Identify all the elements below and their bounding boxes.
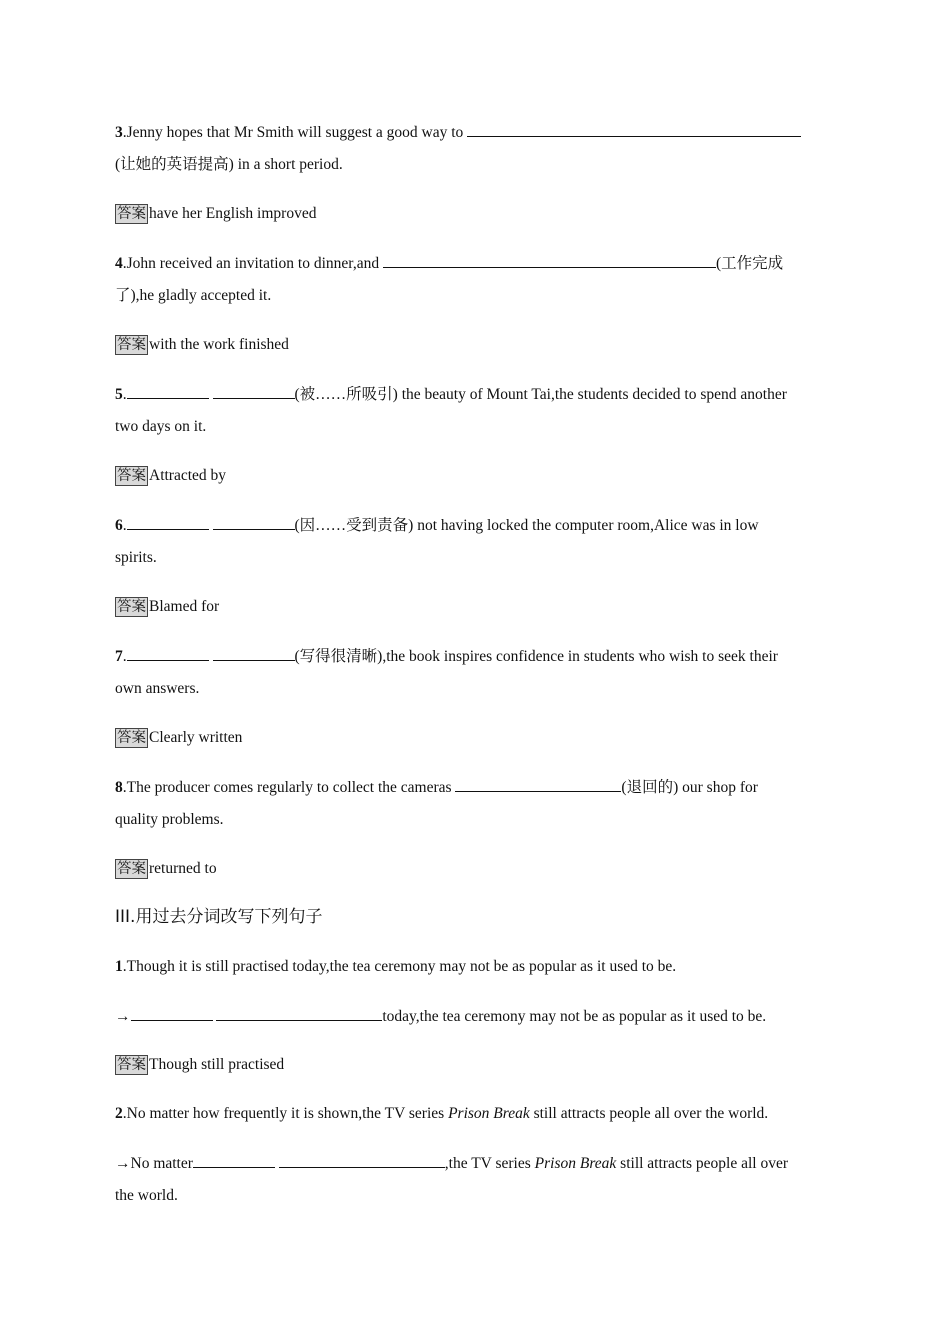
rewrite-1-target: [115, 1006, 840, 1027]
question-hint: (工作完成: [715, 255, 784, 272]
answer-rewrite-1: [115, 1055, 840, 1075]
answer-blank: [467, 122, 801, 137]
question-text: today,the tea ceremony may not be as popular as it used to be.: [382, 1008, 767, 1025]
question-text: 了),he gladly accepted it.: [115, 287, 272, 304]
question-number: 8: [115, 779, 123, 796]
answer-tag: 答案: [117, 206, 146, 222]
question-number: 1: [115, 958, 123, 975]
question-text: own answers.: [115, 680, 200, 697]
answer-blank: [213, 646, 295, 661]
question-3-line-2: [115, 155, 840, 175]
question-dot: .: [122, 517, 127, 534]
question-text: .The producer comes regularly to collect the cameras: [122, 779, 456, 796]
question-number: 4: [115, 255, 123, 272]
question-number: 5: [115, 386, 123, 403]
section-heading: [115, 907, 840, 927]
answer-5: [115, 466, 840, 486]
answer-6: [115, 597, 840, 617]
answer-blank: [127, 384, 209, 399]
answer-blank: [279, 1153, 445, 1168]
rewrite-2-target-line-2: [115, 1186, 840, 1206]
question-4-line-2: [115, 286, 840, 306]
answer-text: Attracted by: [149, 467, 227, 484]
rewrite-1-original: [115, 957, 840, 977]
question-5-line-2: [115, 417, 840, 437]
answer-3: [115, 204, 840, 224]
question-text: (让她的英语提高) in a short period.: [115, 156, 343, 173]
question-text: (退回的) our shop for: [621, 779, 758, 796]
answer-blank: [216, 1006, 382, 1021]
question-8-line-1: [115, 777, 840, 798]
answer-blank: [127, 646, 209, 661]
answer-tag: 答案: [117, 337, 146, 353]
question-6-line-1: [115, 515, 840, 536]
answer-blank: [213, 515, 295, 530]
question-text: ,the TV series: [444, 1155, 535, 1172]
answer-7: [115, 728, 840, 748]
question-text: two days on it.: [115, 418, 207, 435]
question-number: 6: [115, 517, 123, 534]
question-7-line-1: [115, 646, 840, 667]
question-number: 3: [115, 124, 123, 141]
question-text: (写得很清晰),the book inspires confidence in students who wish to seek their: [294, 648, 778, 665]
answer-tag: 答案: [117, 599, 146, 615]
answer-blank: [131, 1006, 213, 1021]
question-6-line-2: [115, 548, 840, 568]
answer-text: have her English improved: [149, 205, 317, 222]
question-text: the world.: [115, 1187, 178, 1204]
answer-text: returned to: [149, 860, 217, 877]
question-text: still attracts people all over: [616, 1155, 789, 1172]
question-text: (被……所吸引) the beauty of Mount Tai,the students decided to spend another: [294, 386, 787, 403]
question-text: .No matter how frequently it is shown,the TV series: [122, 1105, 449, 1122]
answer-text: Clearly written: [149, 729, 243, 746]
answer-blank: [213, 384, 295, 399]
arrow-icon: →: [115, 1008, 131, 1025]
answer-text: with the work finished: [149, 336, 289, 353]
question-text: .Though it is still practised today,the tea ceremony may not be as popular as it used to be.: [122, 958, 677, 975]
answer-blank: [127, 515, 209, 530]
question-text: still attracts people all over the world.: [529, 1105, 769, 1122]
rewrite-2-original: [115, 1104, 840, 1124]
answer-text: Blamed for: [149, 598, 220, 615]
answer-tag: 答案: [117, 468, 146, 484]
question-text: quality problems.: [115, 811, 224, 828]
answer-blank: [193, 1153, 275, 1168]
show-title: Prison Break: [534, 1155, 617, 1172]
question-4-line-1: [115, 253, 840, 274]
answer-tag: 答案: [117, 861, 146, 877]
question-text: .John received an invitation to dinner,and: [122, 255, 383, 272]
question-8-line-2: [115, 810, 840, 830]
question-5-line-1: [115, 384, 840, 405]
question-number: 2: [115, 1105, 123, 1122]
answer-8: [115, 859, 840, 879]
question-text: .Jenny hopes that Mr Smith will suggest a good way to: [122, 124, 468, 141]
answer-4: [115, 335, 840, 355]
answer-text: Though still practised: [149, 1056, 285, 1073]
question-dot: .: [122, 648, 127, 665]
question-7-line-2: [115, 679, 840, 699]
show-title: Prison Break: [448, 1105, 530, 1122]
answer-blank: [383, 253, 716, 268]
question-text: →No matter: [115, 1155, 193, 1172]
question-dot: .: [122, 386, 127, 403]
rewrite-2-target: [115, 1153, 840, 1174]
question-3-line-1: [115, 122, 840, 143]
question-number: 7: [115, 648, 123, 665]
answer-blank: [455, 777, 621, 792]
question-text: spirits.: [115, 549, 157, 566]
answer-tag: 答案: [117, 1057, 146, 1073]
section-title: III.用过去分词改写下列句子: [115, 907, 323, 927]
answer-tag: 答案: [117, 730, 146, 746]
question-text: (因……受到责备) not having locked the computer room,Alice was in low: [294, 517, 759, 534]
